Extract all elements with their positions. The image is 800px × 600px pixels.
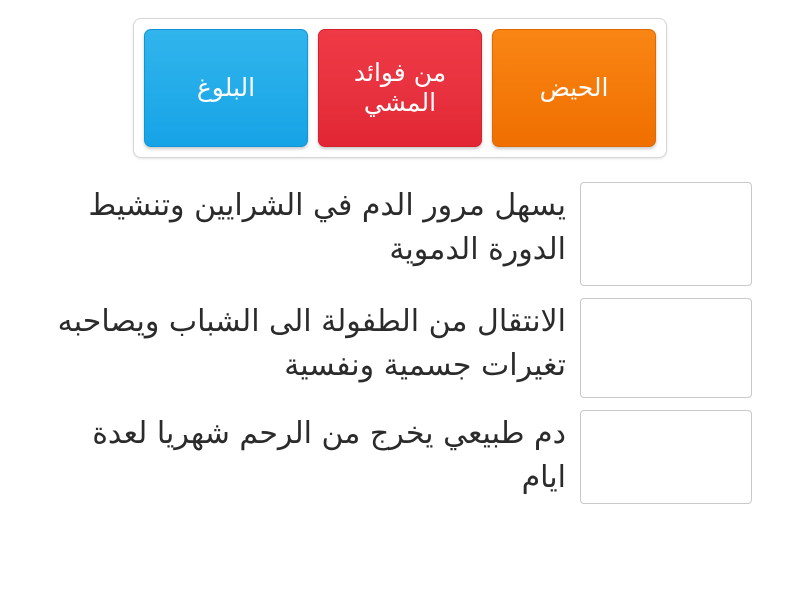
draggable-tile-2[interactable]: من فوائد المشي [318, 29, 482, 147]
definition-text-3: دم طبيعي يخرج من الرحم شهريا لعدة ايام [92, 416, 566, 495]
answer-tile-bank [133, 18, 667, 158]
definition-rows [0, 182, 800, 516]
drop-slot-3[interactable] [580, 410, 752, 504]
draggable-tile-3[interactable]: البلوغ [144, 29, 308, 147]
definition-row-3 [0, 410, 800, 504]
definition-row-2 [0, 298, 800, 398]
draggable-tile-1[interactable]: الحيض [492, 29, 656, 147]
drop-slot-1[interactable] [580, 182, 752, 286]
definition-row-1 [0, 182, 800, 286]
definition-text-1: يسهل مرور الدم في الشرايين وتنشيط الدورة الدموية [88, 188, 566, 267]
definition-text-2: الانتقال من الطفولة الى الشباب ويصاحبه تغيرات جسمية ونفسية [57, 304, 566, 383]
drop-slot-2[interactable] [580, 298, 752, 398]
